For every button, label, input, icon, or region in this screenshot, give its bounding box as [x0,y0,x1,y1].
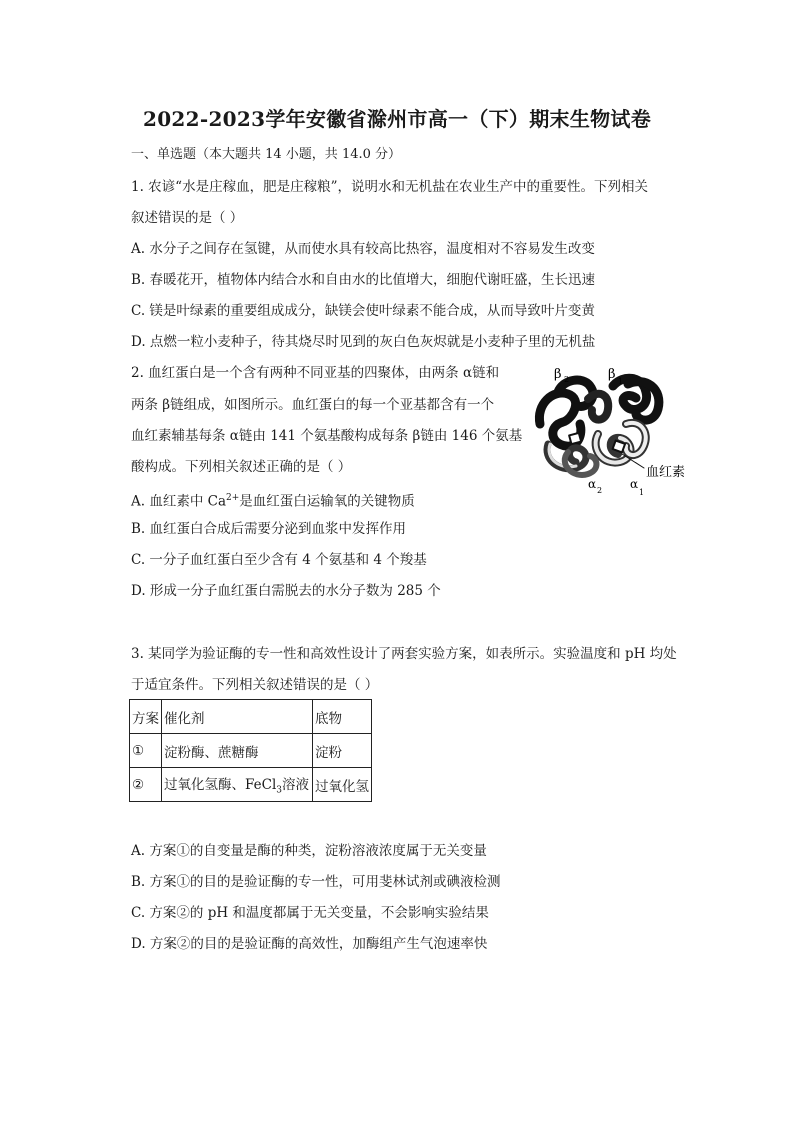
protein-chains-illustration [539,378,658,475]
q2-stem-line4: 酸构成。下列相关叙述正确的是（ ） [131,459,352,475]
label-beta2-sub: 2 [564,375,570,384]
table-cell: ② [130,768,162,802]
q2-stem-line2: 两条 β链组成，如图所示。血红蛋白的每一个亚基都含有一个 [131,397,495,413]
experiment-table [129,699,372,802]
table-cell: 过氧化氢酶、FeCl$_3$溶液 [162,768,313,802]
q1-option-d: D. 点燃一粒小麦种子，待其烧尽时见到的灰白色灰烬就是小麦种子里的无机盐 [131,334,596,350]
exam-title: 2022-2023学年安徽省滁州市高一（下）期末生物试卷 [142,107,652,131]
q2-option-c: C. 一分子血红蛋白至少含有 4 个氨基和 4 个羧基 [131,552,427,568]
table-header-row [130,700,372,734]
table-row [130,768,372,802]
table-row [130,734,372,768]
label-beta2: β [554,367,562,382]
section-heading: 一、单选题（本大题共 14 小题，共 14.0 分） [131,147,402,162]
q3-option-d: D. 方案②的目的是验证酶的高效性，加酶组产生气泡速率快 [131,936,488,952]
table-header-cell: 方案 [130,700,162,734]
q1-option-a: A. 水分子之间存在氢键，从而使水具有较高比热容，温度相对不容易发生改变 [131,241,595,257]
q2-stem-line3: 血红素辅基每条 α链由 141 个氨基酸构成每条 β链由 146 个氨基 [131,428,523,444]
label-alpha1: α [630,477,639,491]
q3-stem-line1: 3. 某同学为验证酶的专一性和高效性设计了两套实验方案，如表所示。实验温度和 pH 均处 [131,646,677,662]
q1-option-b: B. 春暖花开，植物体内结合水和自由水的比值增大，细胞代谢旺盛，生长迅速 [131,272,596,288]
q3-option-b: B. 方案①的目的是验证酶的专一性，可用斐林试剂或碘液检测 [131,874,501,890]
q2-option-a: A. 血红素中 $Ca^{2+}$是血红蛋白运输氧的关键物质 [131,493,415,510]
q2-option-d: D. 形成一分子血红蛋白需脱去的水分子数为 285 个 [131,583,441,599]
q3-option-c: C. 方案②的 pH 和温度都属于无关变量，不会影响实验结果 [131,905,489,921]
label-alpha1-sub: 1 [639,488,645,497]
q3-stem-line2: 于适宜条件。下列相关叙述错误的是（ ） [131,677,379,693]
label-heme: 血红素 [646,465,686,480]
table-cell: 过氧化氢 [313,768,372,802]
table-cell: ① [130,734,162,768]
table-header-cell: 催化剂 [162,700,313,734]
q3-option-a: A. 方案①的自变量是酶的种类，淀粉溶液浓度属于无关变量 [131,843,487,859]
q1-stem-line2: 叙述错误的是（ ） [131,210,244,226]
q2-option-b: B. 血红蛋白合成后需要分泌到血浆中发挥作用 [131,521,407,537]
label-beta1-sub: 1 [618,377,624,386]
q2-stem-line1: 2. 血红蛋白是一个含有两种不同亚基的四聚体，由两条 α链和 [131,365,500,381]
table-cell: 淀粉 [313,734,372,768]
label-beta1: β [608,367,616,382]
q1-option-c: C. 镁是叶绿素的重要组成成分，缺镁会使叶绿素不能合成，从而导致叶片变黄 [131,303,595,319]
label-alpha2-sub: 2 [597,486,603,495]
table-header-cell: 底物 [313,700,372,734]
q1-stem-line1: 1. 农谚“水是庄稼血，肥是庄稼粮”，说明水和无机盐在农业生产中的重要性。下列相关 [131,179,648,195]
hemoglobin-figure [528,364,692,498]
table-cell: 淀粉酶、蔗糖酶 [162,734,313,768]
label-alpha2: α [588,477,597,491]
